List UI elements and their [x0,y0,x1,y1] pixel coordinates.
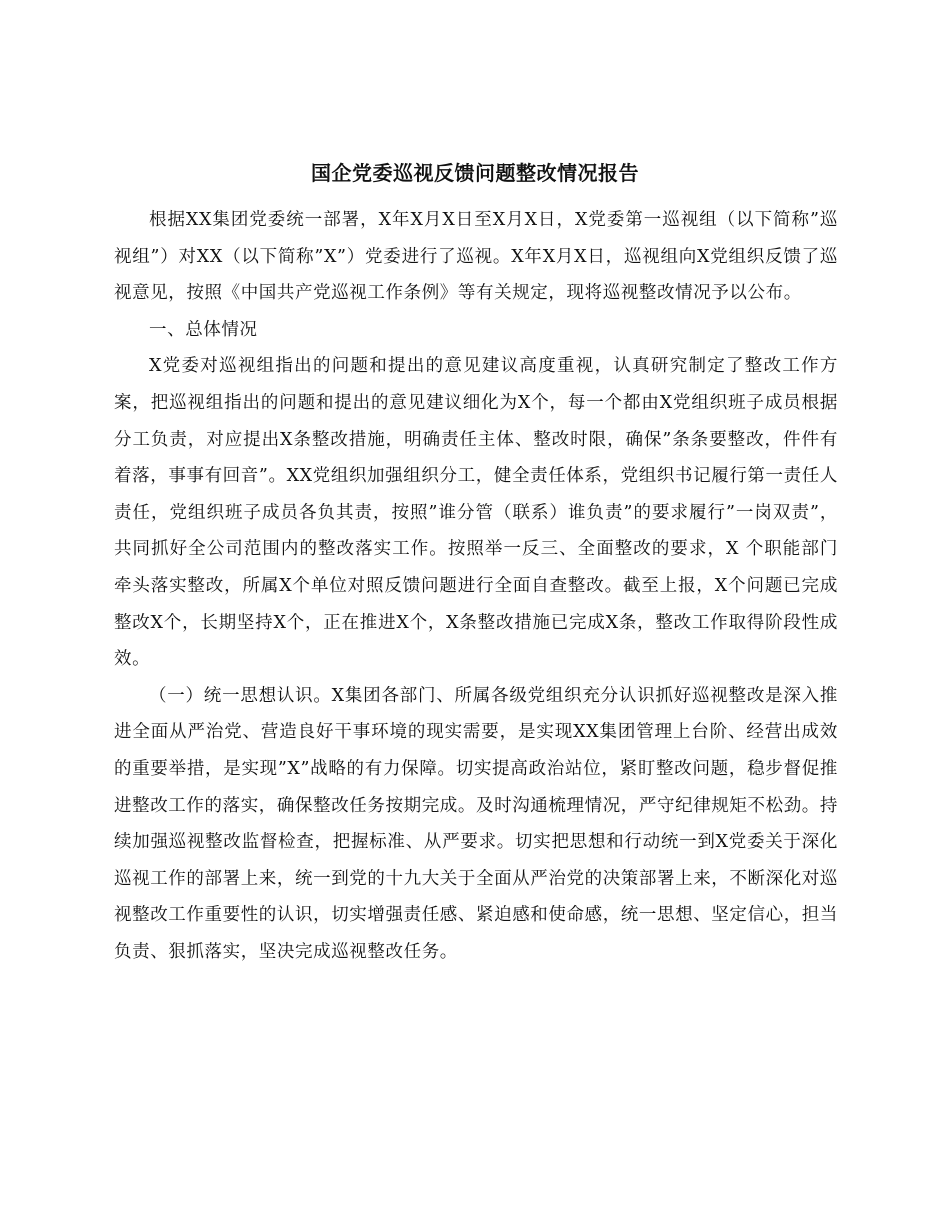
section-heading-overall: 一、总体情况 [149,319,258,340]
document-body [114,202,838,970]
overall-paragraph: X党委对巡视组指出的问题和提出的意见建议高度重视，认真研究制定了整改工作方案，把巡视组指出的问题和提出的意见建议细化为X个，每一个都由X党组织班子成员根据分工负责，对应提出X条整改措施，明确责任主体、整改时限，确保”条条要整改，件件有着落，事事有回音”。XX党组织加强组织分工，健全责任体系，党组织书记履行第一责任人责任，党组织班子成员各负其责，按照”谁分管（联系）谁负责”的要求履行”一岗双责”，共同抓好全公司范围内的整改落实工作。按照举一反三、全面整改的要求，X 个职能部门牵头落实整改，所属X个单位对照反馈问题进行全面自查整改。截至上报，X个问题已完成整改X个，长期坚持X个，正在推进X个，X条整改措施已完成X条，整改工作取得阶段性成效。 [114,356,838,670]
unify-thinking-paragraph: （一）统一思想认识。X集团各部门、所属各级党组织充分认识抓好巡视整改是深入推进全面从严治党、营造良好干事环境的现实需要，是实现XX集团管理上台阶、经营出成效的重要举措，是实现”X”战略的有力保障。切实提高政治站位，紧盯整改问题，稳步督促推进整改工作的落实，确保整改任务按期完成。及时沟通梳理情况，严守纪律规矩不松劲。持续加强巡视整改监督检查，把握标准、从严要求。切实把思想和行动统一到X党委关于深化巡视工作的部署上来，统一到党的十九大关于全面从严治党的决策部署上来，不断深化对巡视整改工作重要性的认识，切实增强责任感、紧迫感和使命感，统一思想、坚定信心，担当负责、狠抓落实，坚决完成巡视整改任务。 [114,685,838,962]
intro-paragraph: 根据XX集团党委统一部署，X年X月X日至X月X日，X党委第一巡视组（以下简称”巡视组”）对XX（以下简称”X”）党委进行了巡视。X年X月X日，巡视组向X党组织反馈了巡视意见，按照《中国共产党巡视工作条例》等有关规定，现将巡视整改情况予以公布。 [114,210,838,304]
document-title: 国企党委巡视反馈问题整改情况报告 [311,161,639,185]
